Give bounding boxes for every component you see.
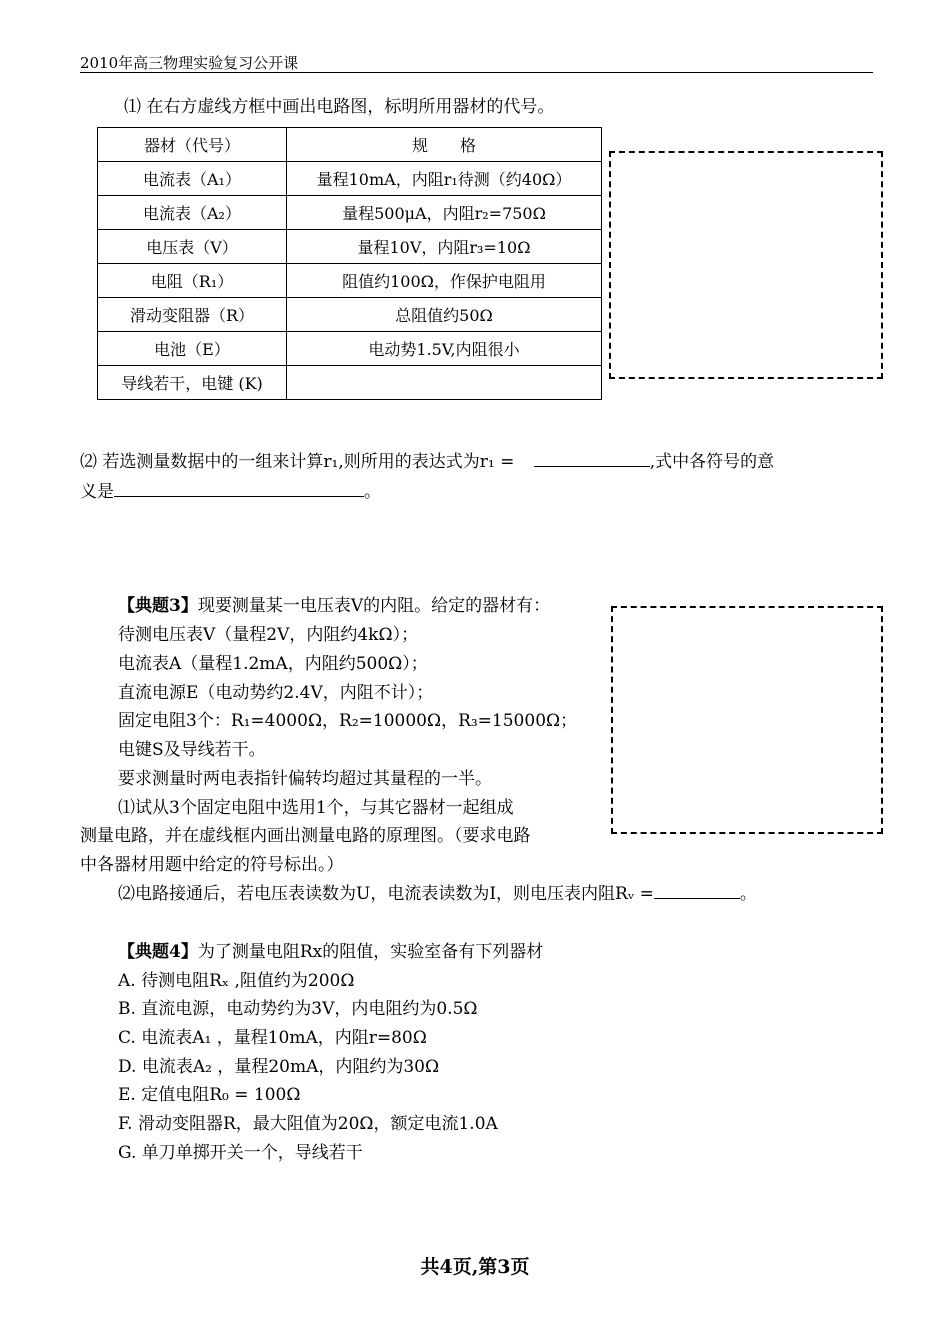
table-cell: 电动势1.5V,内阻很小 [287, 332, 602, 366]
q3-intro-line [118, 591, 550, 616]
table-cell: 量程500μA，内阻r₂=750Ω [287, 196, 602, 230]
equipment-table [97, 127, 602, 400]
circuit-drawing-box-2[interactable] [611, 606, 883, 834]
page-header: 2010年高三物理实验复习公开课 [80, 54, 299, 72]
q3-line: 直流电源E（电动势约2.4V，内阻不计）； [118, 683, 434, 703]
table-cell: 电压表（V） [98, 230, 287, 264]
q4-item: A. 待测电阻Rₓ ,阻值约为200Ω [118, 971, 355, 991]
table-row [98, 298, 602, 332]
table-cell: 阻值约100Ω，作保护电阻用 [287, 264, 602, 298]
circuit-drawing-box-1[interactable] [609, 151, 883, 379]
table-cell: 总阻值约50Ω [287, 298, 602, 332]
page-footer: 共4页,第3页 [420, 1256, 530, 1278]
table-cell: 量程10mA，内阻r₁待测（约40Ω） [287, 162, 602, 196]
q3-part2-end: 。 [739, 884, 757, 904]
q1-part2-line1 [80, 447, 774, 472]
q3-intro: 现要测量某一电压表V的内阻。给定的器材有： [197, 596, 551, 616]
table-cell: 导线若干，电键 (K) [98, 366, 287, 400]
header-rule [80, 72, 873, 73]
q1-part2-meaning-label: 义是 [80, 482, 114, 502]
q3-line: 待测电压表V（量程2V，内阻约4kΩ）； [118, 625, 419, 645]
q1-part2-line2 [80, 477, 381, 502]
q4-item: F. 滑动变阻器R，最大阻值为20Ω，额定电流1.0A [118, 1114, 498, 1134]
table-cell: 电阻（R₁） [98, 264, 287, 298]
q3-line: 测量电路，并在虚线框内画出测量电路的原理图。（要求电路 [80, 826, 531, 846]
table-header-cell: 器材（代号） [98, 128, 287, 162]
q4-intro-line [118, 937, 543, 962]
table-cell: 电流表（A₂） [98, 196, 287, 230]
table-row [98, 366, 602, 400]
answer-blank-rv[interactable] [654, 884, 740, 899]
q3-line: 电流表A（量程1.2mA，内阻约500Ω）； [118, 654, 428, 674]
q4-intro: 为了测量电阻Rx的阻值，实验室备有下列器材 [197, 942, 544, 962]
answer-blank-meaning[interactable] [114, 482, 364, 497]
q4-item: G. 单刀单掷开关一个，导线若干 [118, 1143, 363, 1163]
q3-part2-line [118, 879, 757, 904]
answer-blank-r1[interactable] [534, 452, 650, 467]
table-row [98, 196, 602, 230]
table-row [98, 230, 602, 264]
q3-title: 【典题3】 [118, 596, 198, 616]
table-cell: 电池（E） [98, 332, 287, 366]
table-cell: 量程10V，内阻r₃=10Ω [287, 230, 602, 264]
q4-item: C. 电流表A₁ ，量程10mA，内阻r=80Ω [118, 1028, 427, 1048]
q4-item: E. 定值电阻R₀ = 100Ω [118, 1085, 301, 1105]
table-cell: 滑动变阻器（R） [98, 298, 287, 332]
table-header-cell: 规 格 [287, 128, 602, 162]
q1-part2-text: ⑵ 若选测量数据中的一组来计算r₁,则所用的表达式为r₁ = [80, 452, 515, 472]
table-cell [287, 366, 602, 400]
q4-title: 【典题4】 [118, 942, 198, 962]
q1-part2-end: 。 [364, 482, 381, 502]
q3-line: ⑴试从3个固定电阻中选用1个，与其它器材一起组成 [118, 798, 514, 818]
q3-line: 电键S及导线若干。 [118, 740, 266, 760]
q1-part2-text-b: ,式中各符号的意 [649, 452, 775, 472]
q4-item: D. 电流表A₂ ，量程20mA，内阻约为30Ω [118, 1057, 440, 1077]
table-row [98, 264, 602, 298]
q4-item: B. 直流电源，电动势约为3V，内电阻约为0.5Ω [118, 999, 478, 1019]
q3-line: 中各器材用题中给定的符号标出。） [80, 855, 344, 875]
q3-part2-text: ⑵电路接通后，若电压表读数为U，电流表读数为I，则电压表内阻Rᵥ = [118, 884, 654, 904]
q3-line: 固定电阻3个：R₁=4000Ω，R₂=10000Ω，R₃=15000Ω； [118, 711, 578, 731]
table-row [98, 162, 602, 196]
table-cell: 电流表（A₁） [98, 162, 287, 196]
q3-line: 要求测量时两电表指针偏转均超过其量程的一半。 [118, 769, 492, 789]
q1-part1: ⑴ 在右方虚线方框中画出电路图，标明所用器材的代号。 [124, 97, 555, 117]
table-header-row [98, 128, 602, 162]
table-row [98, 332, 602, 366]
